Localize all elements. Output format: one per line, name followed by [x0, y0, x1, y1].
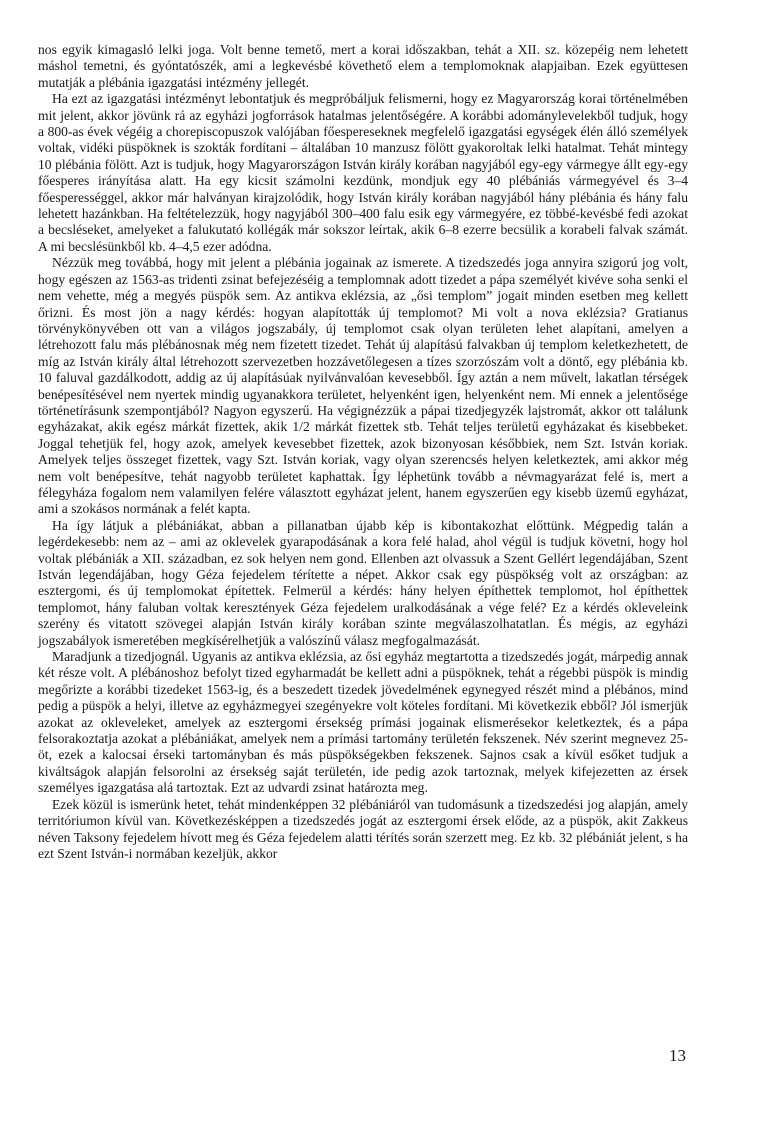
- paragraph-4: Ha így látjuk a plébániákat, abban a pillanatban újabb kép is kibontakozhat előttünk. Mégpedig talán a legérdekesebb: nem az – ami az oklevelek gyarapodásának a kora felé halad, ahol végül is tudjuk követni, hogy hol voltak plébániák a XII. században, ez sok helyen nem gond. Ellenben azt olvassuk a Szent Gellért legendájában, Szent István legendájában, hogy Géza fejedelem térítette a népet. Akkor csak egy püspökség volt az országban: az esztergomi, és új templomokat építettek. Felmerül a kérdés: hány helyen építhettek templomot, hol építhettek templomot, hány faluban voltak keresztények Géza fejedelem uralkodásának a vége felé? Ez a kérdés okleveleink szerény és vitatott szövegei alapján István király korában szinte megválaszolhatatlan. És mégis, az egyházi jogszabályok ismeretében megkísérelhetjük a valószínű válasz megfogalmazását.: [38, 517, 688, 648]
- page-body: [38, 42, 688, 862]
- body-text: [38, 42, 688, 862]
- paragraph-6: Ezek közül is ismerünk hetet, tehát mindenképpen 32 plébániáról van tudomásunk a tizedszedési jog alapján, amely territóriumon kívül van. Következésképpen a tizedszedés jogát az esztergomi érsek előde, az a püspök, akit Zakkeus néven Taksony fejedelem hívott meg és Géza fejedelem alatti térítés során szerzett meg. Ez kb. 32 plébániát jelent, s ha ezt Szent István-i normában kezeljük, akkor: [38, 796, 688, 861]
- paragraph-5: Maradjunk a tizedjognál. Ugyanis az antikva eklézsia, az ősi egyház megtartotta a tizedszedés jogát, márpedig annak két része volt. A plébánoshoz befolyt tized egyharmadát be kellett adni a püspöknek, tehát a régebbi püspök is mindig megőrizte a korábbi tizedeket 1563-ig, és a beszedett tizedek jövedelmének egynegyed részét mind a plébános, mind pedig a püspök a helyi, illetve az egyházmegyei szegényekre volt köteles fordítani. Mi következik ebből? Jól ismerjük azokat az okleveleket, amelyek az esztergomi érsekség prímási jogainak elismerésekor keletkeztek, és a pápa felsorakoztatja azokat a plébániákat, amelyek nem a prímási tartomány területén fekszenek. Név szerint megnevez 25-öt, ezek a kalocsai érseki tartományban és más püspökségekben fekszenek. Sajnos csak a kívül esőket tudjuk a kiváltságok alapján felsorolni az érsekség saját területén, ide pedig azok tartoznak, melyek kifejezetten az érsek személyes igazgatása alá tartoztak. Ezt az udvardi zsinat határozta meg.: [38, 649, 688, 796]
- paragraph-2: Ha ezt az igazgatási intézményt lebontatjuk és megpróbáljuk felismerni, hogy ez Magyarország korai történelmében mit jelent, akkor jövünk rá az egyházi jogforrások hatalmas jelentőségére. A korábbi adománylevelekből tudjuk, hogy a 800-as évek végéig a chorepiscopuszok valójában főespereseknek megfelelő igazgatási egységek élén álló személyek voltak, vidéki püspöknek is szokták fordítani – általában 10 manzusz fölött gyakoroltak lelki hatalmat. Tehát mintegy 10 plébánia fölött. Azt is tudjuk, hogy Magyarországon István király korában nagyjából egy-egy vármegye állt egy-egy főesperes irányítása alatt. Ha egy kicsit számolni kezdünk, mondjuk egy 40 plébániás vármegyével és 3–4 főesperességgel, akkor már halványan kirajzolódik, hogy István király korában nagyjából hány plébánia és hány falu lehetett hazánkban. Ha feltételezzük, hogy nagyjából 300–400 falu esik egy vármegyére, ez többé-kevésbé fedi azokat a becsléseket, amelyeket a falukutató kollégák már sokszor leírtak, akik 6–8 ezerre becsülik a korabeli falvak számát. A mi becslésünkből kb. 4–4,5 ezer adódna.: [38, 91, 688, 254]
- paragraph-3: Nézzük meg továbbá, hogy mit jelent a plébánia jogainak az ismerete. A tizedszedés joga annyira szigorú jog volt, hogy egészen az 1563-as tridenti zsinat befejezéséig a templomnak adott tizedet a pápa személyét kivéve soha senki el nem vehette, még a megyés püspök sem. Az antikva eklézsia, az „ősi templom” jogait minden esetben meg kellett őrizni. És most jön a nagy kérdés: hogyan alapították új templomot? Mi volt a nova eklézsia? Gratianus törvénykönyvében ott van a világos jogszabály, új templomot csak olyan területen lehet alapítani, amelyen a létrehozott falu más plébánosnak még nem fizetett tizedet. Tehát új alapítású falvakban új templom keletkezhetett, de míg az István király által létrehozott szervezetben hozzávetőlegesen a tízes szorzószám volt a döntő, egy plébánia kb. 10 faluval gazdálkodott, addig az új alapításúak nyilvánvalóan kevesebből. Így aztán a nem művelt, lakatlan térségek benépesítésével nem nyertek mindig ugyanakkora területet, helyenként igen, helyenként nem. Mi ennek a jelentősége történetírásunk szempontjából? Nagyon egyszerű. Ha végignézzük a pápai tizedjegyzék lajstromát, akkor ott találunk egyházakat, akik egész márkát fizettek, akik 1/2 márkát fizettek stb. Tehát teljes területű egyházakat és kisebbeket. Joggal tehetjük fel, hogy azok, amelyek kevesebbet fizettek, azok bizonyosan későbbiek, nem Szt. István koriak. Amelyek teljes összeget fizettek, vagy Szt. István koriak, vagy olyan szerencsés helyen keletkeztek, ami akkor még nem volt benépesítve, tehát nagyobb területet kaphattak. Így léphetünk tovább a névmagyarázat felé is, mert a félegyháza fogalom nem valamilyen felére választott egyházat jelent, hanem egyszerűen egy kisebb üzemű egyházat, ami a szokásos normának a felét kapta.: [38, 255, 688, 517]
- page-number: 13: [669, 1046, 686, 1065]
- paragraph-1: nos egyik kimagasló lelki joga. Volt benne temető, mert a korai időszakban, tehát a XII. sz. közepéig nem lehetett máshol temetni, és gyóntatószék, ami a legkevésbé követhető elem a templomoknak alapjaiban. Ezek együttesen mutatják a plébánia igazgatási intézmény jellegét.: [38, 42, 688, 90]
